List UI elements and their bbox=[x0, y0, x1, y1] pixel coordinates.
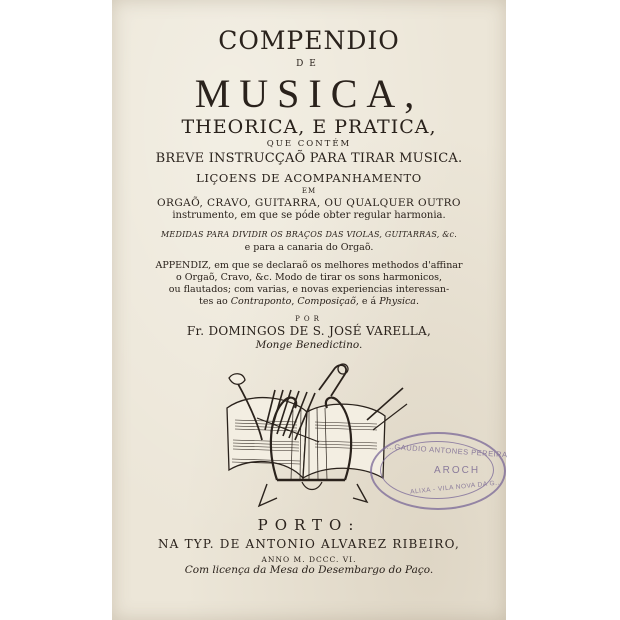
em-line: EM bbox=[301, 187, 317, 195]
instruments-line-2: instrumento, em que se póde obter regular harmonia. bbox=[172, 210, 446, 221]
stamp-text-bottom: ALIXA - VILA NOVA DA G... bbox=[409, 479, 503, 496]
book-subject: MUSICA, bbox=[194, 71, 424, 116]
library-stamp bbox=[370, 432, 510, 512]
separator-1: , bbox=[291, 296, 298, 307]
por-line: POR bbox=[295, 315, 323, 323]
final-period: . bbox=[415, 296, 419, 307]
stamp-text-middle: AROCH bbox=[434, 465, 481, 476]
publication-year: ANNO M. DCCC. VI. bbox=[261, 555, 357, 564]
place-of-publication: PORTO: bbox=[257, 516, 361, 534]
title-page bbox=[112, 0, 506, 620]
book-subtitle: THEORICA, E PRATICA, bbox=[181, 116, 437, 138]
author-role: Monge Benedictino. bbox=[255, 339, 363, 351]
contraponto-text: Contraponto bbox=[230, 296, 292, 307]
licoens-line: LIÇOENS DE ACOMPANHAMENTO bbox=[196, 171, 422, 185]
book-title: COMPENDIO bbox=[218, 26, 400, 55]
appendix-line-2: o Orgaõ, Cravo, &c. Modo de tirar os sons harmonicos, bbox=[176, 272, 442, 283]
license-line: Com licença da Mesa do Desembargo do Paço. bbox=[184, 564, 434, 576]
separator-2: , e á bbox=[355, 296, 380, 307]
appendix-line-1: APPENDIZ, em que se declaraõ os melhores methodos d'affinar bbox=[155, 260, 463, 271]
printer-line: NA TYP. DE ANTONIO ALVAREZ RIBEIRO, bbox=[157, 537, 461, 551]
instruments-line: ORGAÕ, CRAVO, GUITARRA, OU QUALQUER OUTRO bbox=[157, 197, 461, 209]
appendix-line-4 bbox=[112, 297, 506, 307]
appendix-line-4-start: tes ao bbox=[199, 296, 231, 307]
medidas-line: MEDIDAS PARA DIVIDIR OS BRAÇOS DAS VIOLAS, GUITARRAS, &c. bbox=[161, 230, 457, 239]
composicao-text: Composiçaõ bbox=[297, 296, 356, 307]
physica-text: Physica bbox=[379, 296, 416, 307]
que-contem-line: QUE CONTÉM bbox=[266, 139, 352, 149]
author-name: Fr. DOMINGOS DE S. JOSÉ VARELLA, bbox=[186, 324, 432, 338]
stamp-text-top: ....GAUDIO ANTONES PEREIRA bbox=[383, 441, 508, 460]
canaria-line: e para a canaria do Orgaõ. bbox=[244, 242, 374, 253]
title-connector-de: DE bbox=[296, 59, 322, 69]
appendix-line-3: ou flautados; com varias, e novas experiencias interessan- bbox=[168, 284, 450, 295]
breve-instruccao-line: BREVE INSTRUCÇAÕ PARA TIRAR MUSICA. bbox=[155, 151, 463, 166]
